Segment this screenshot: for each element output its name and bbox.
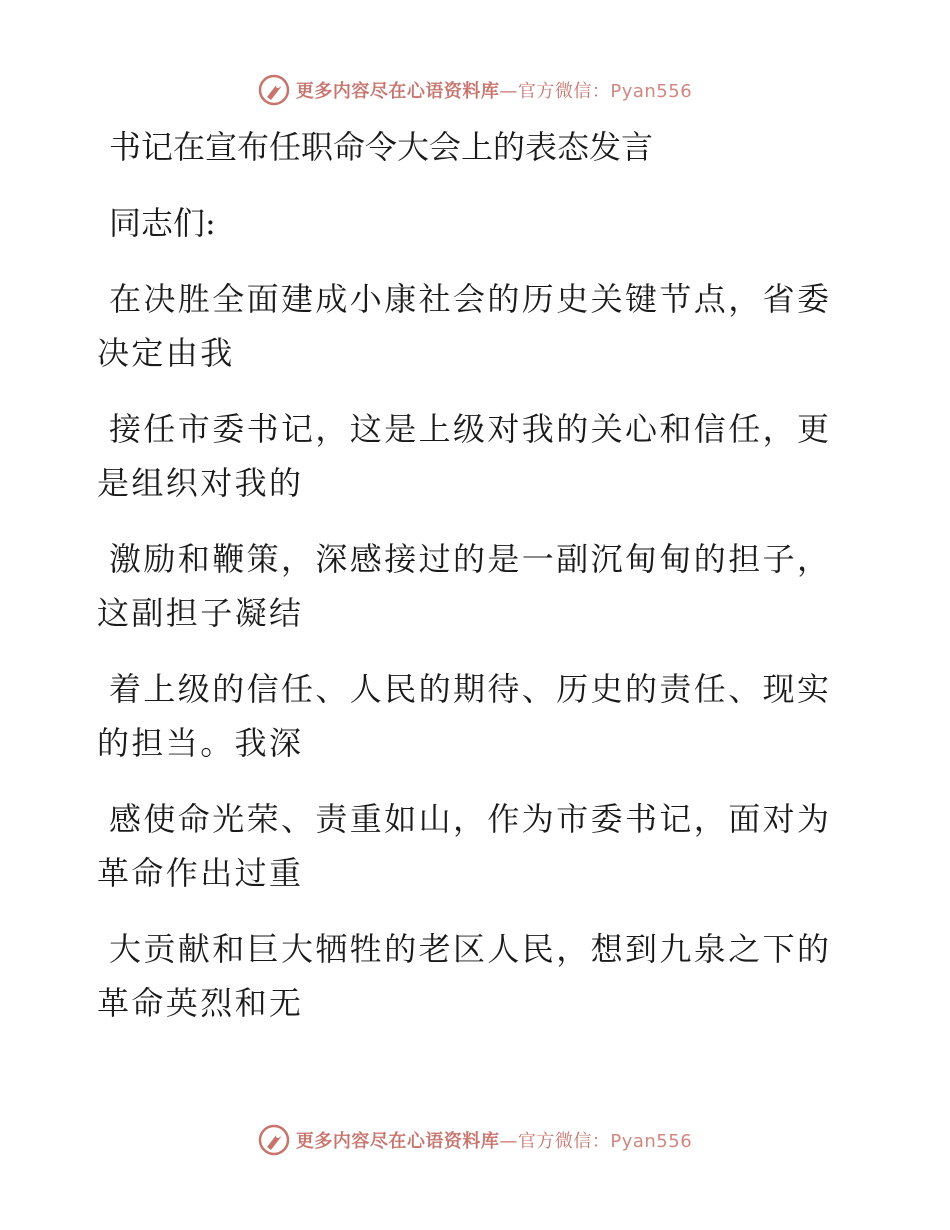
paragraph-line: 大贡献和巨大牺牲的老区人民，想到九泉之下的	[109, 930, 832, 968]
paragraph-line: 这副担子凝结	[97, 594, 304, 632]
watermark-text: 更多内容尽在心语资料库—官方微信：Pyan556	[295, 81, 693, 102]
paragraph-line: 是组织对我的	[97, 464, 304, 502]
pen-nib-icon	[258, 74, 290, 106]
pen-nib-icon	[258, 1124, 290, 1156]
paragraph-line: 激励和鞭策，深感接过的是一副沉甸甸的担子，	[109, 540, 832, 578]
paragraph-line: 的担当。我深	[97, 724, 304, 762]
watermark-text: 更多内容尽在心语资料库—官方微信：Pyan556	[295, 1131, 693, 1152]
paragraph-line: 革命作出过重	[97, 854, 304, 892]
header-watermark	[0, 70, 950, 110]
paragraph	[97, 272, 837, 380]
paragraph-line: 感使命光荣、责重如山，作为市委书记，面对为	[109, 800, 832, 838]
footer-watermark	[0, 1120, 950, 1160]
paragraph-line: 在决胜全面建成小康社会的历史关键节点，省委	[109, 280, 832, 318]
paragraph-line: 接任市委书记，这是上级对我的关心和信任，更	[109, 410, 832, 448]
document-body	[97, 120, 837, 1030]
paragraph	[97, 792, 837, 900]
paragraph	[97, 662, 837, 770]
paragraph	[97, 402, 837, 510]
paragraph-line: 决定由我	[97, 334, 235, 372]
paragraph-line: 着上级的信任、人民的期待、历史的责任、现实	[109, 670, 832, 708]
salutation: 同志们:	[109, 204, 216, 242]
paragraph-line: 革命英烈和无	[97, 984, 304, 1022]
document-title: 书记在宣布任职命令大会上的表态发言	[109, 128, 654, 166]
paragraph	[97, 532, 837, 640]
paragraph	[97, 922, 837, 1030]
